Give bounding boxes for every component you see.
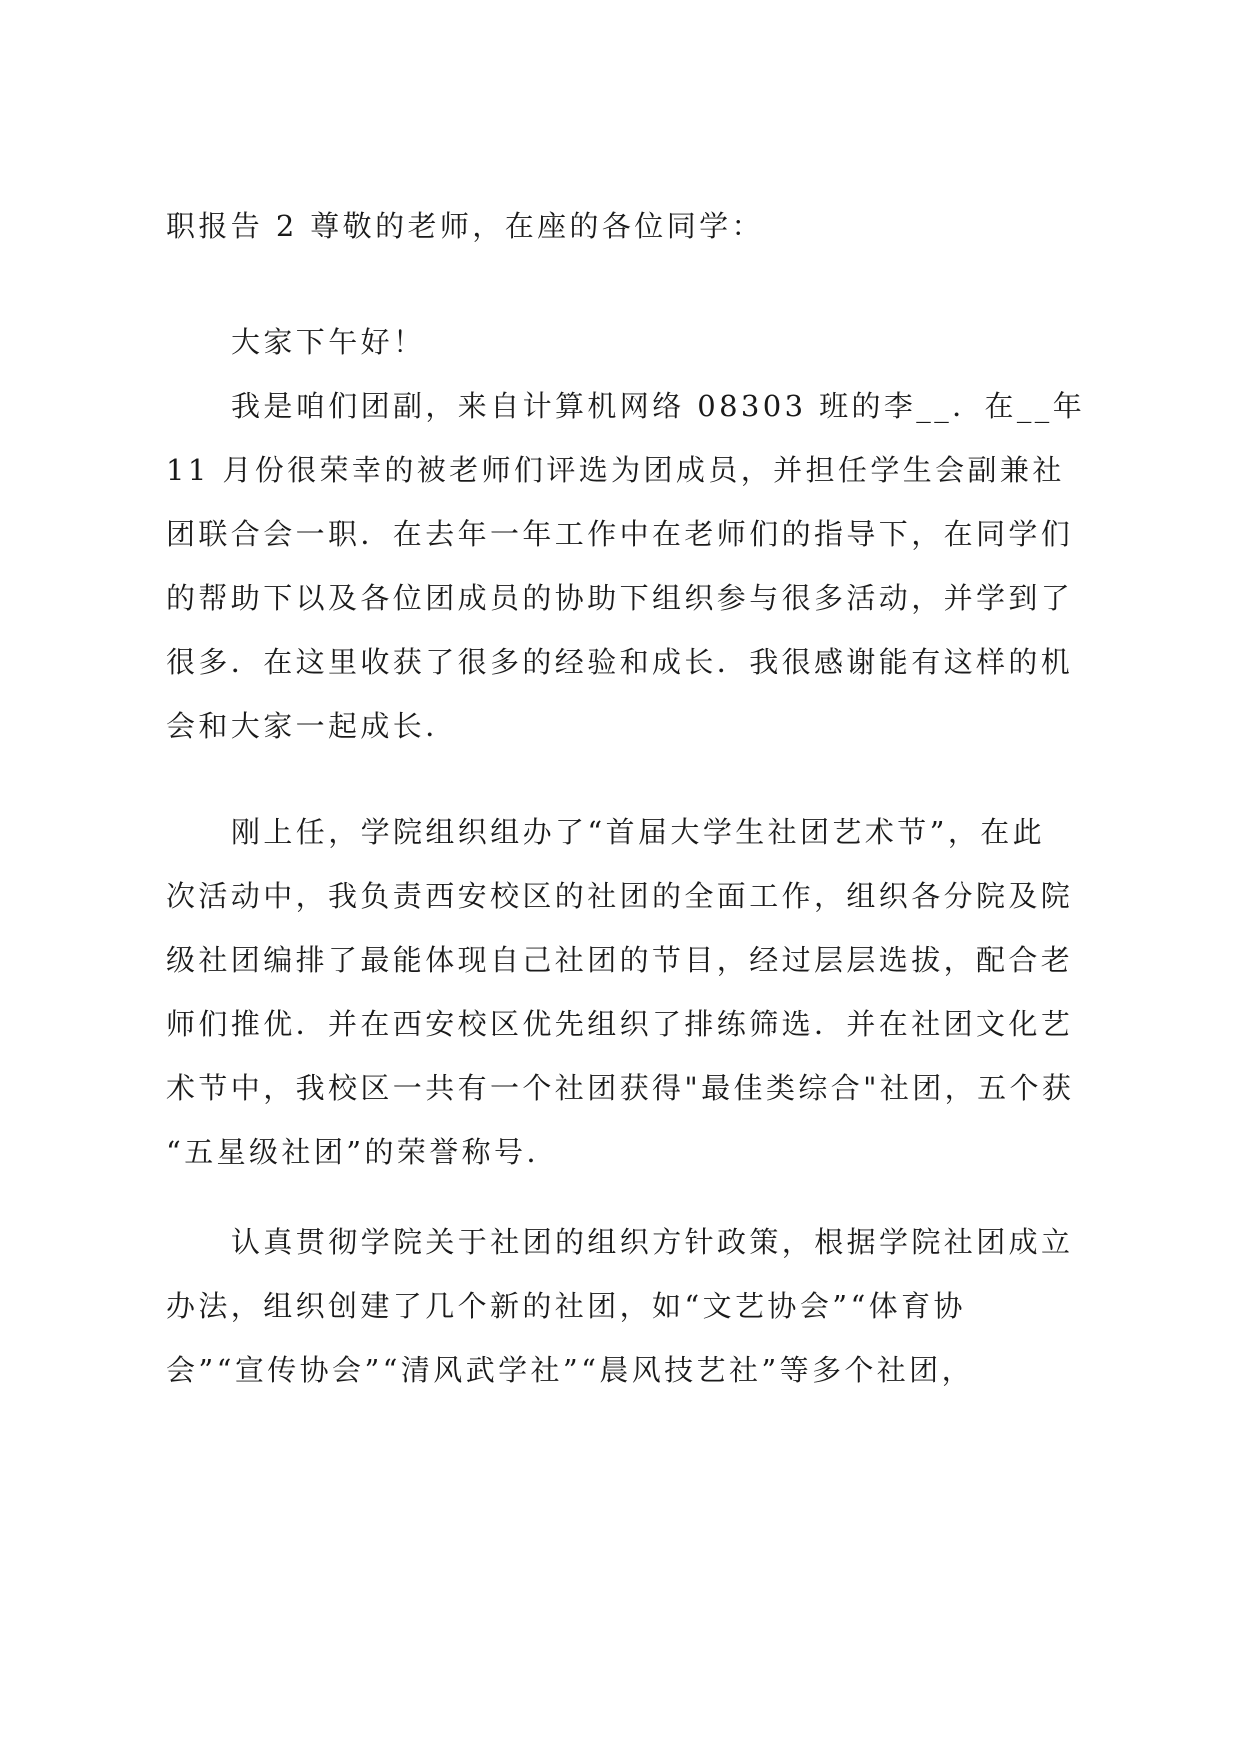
paragraph-3-line: 认真贯彻学院关于社团的组织方针政策，根据学院社团成立 [231,1225,1074,1259]
paragraph-1-line: 我是咱们团副，来自计算机网络 08303 班的李__．在__年 [231,389,1086,423]
paragraph-2-line: “五星级社团”的荣誉称号． [166,1135,559,1169]
heading-line: 职报告 2 尊敬的老师，在座的各位同学： [166,209,764,243]
paragraph-1-line: 11 月份很荣幸的被老师们评选为团成员，并担任学生会副兼社 [166,453,1065,487]
paragraph-3 [166,1210,1101,1402]
paragraph-2 [166,800,1101,1184]
heading-line-block [166,194,1101,258]
paragraph-1-line: 会和大家一起成长． [166,709,458,743]
paragraph-3-line: 办法，组织创建了几个新的社团，如“文艺协会”“体育协 [166,1289,966,1323]
greeting-line: 大家下午好！ [231,325,426,359]
paragraph-1-line: 的帮助下以及各位团成员的协助下组织参与很多活动，并学到了 [166,581,1074,615]
paragraph-2-line: 次活动中，我负责西安校区的社团的全面工作，组织各分院及院 [166,879,1074,913]
greeting-block [166,310,1101,374]
paragraph-3-line: 会”“宣传协会”“清风武学社”“晨风技艺社”等多个社团， [166,1353,974,1387]
paragraph-2-line: 级社团编排了最能体现自己社团的节目，经过层层选拔，配合老 [166,943,1074,977]
paragraph-2-line: 刚上任，学院组织组办了“首届大学生社团艺术节”，在此 [231,815,1046,849]
paragraph-2-line: 师们推优．并在西安校区优先组织了排练筛选．并在社团文化艺 [166,1007,1074,1041]
paragraph-1-line: 团联合会一职．在去年一年工作中在老师们的指导下，在同学们 [166,517,1074,551]
paragraph-1 [166,374,1101,758]
paragraph-2-line: 术节中，我校区一共有一个社团获得"最佳类综合"社团，五个获 [166,1071,1075,1105]
paragraph-1-line: 很多．在这里收获了很多的经验和成长．我很感谢能有这样的机 [166,645,1074,679]
